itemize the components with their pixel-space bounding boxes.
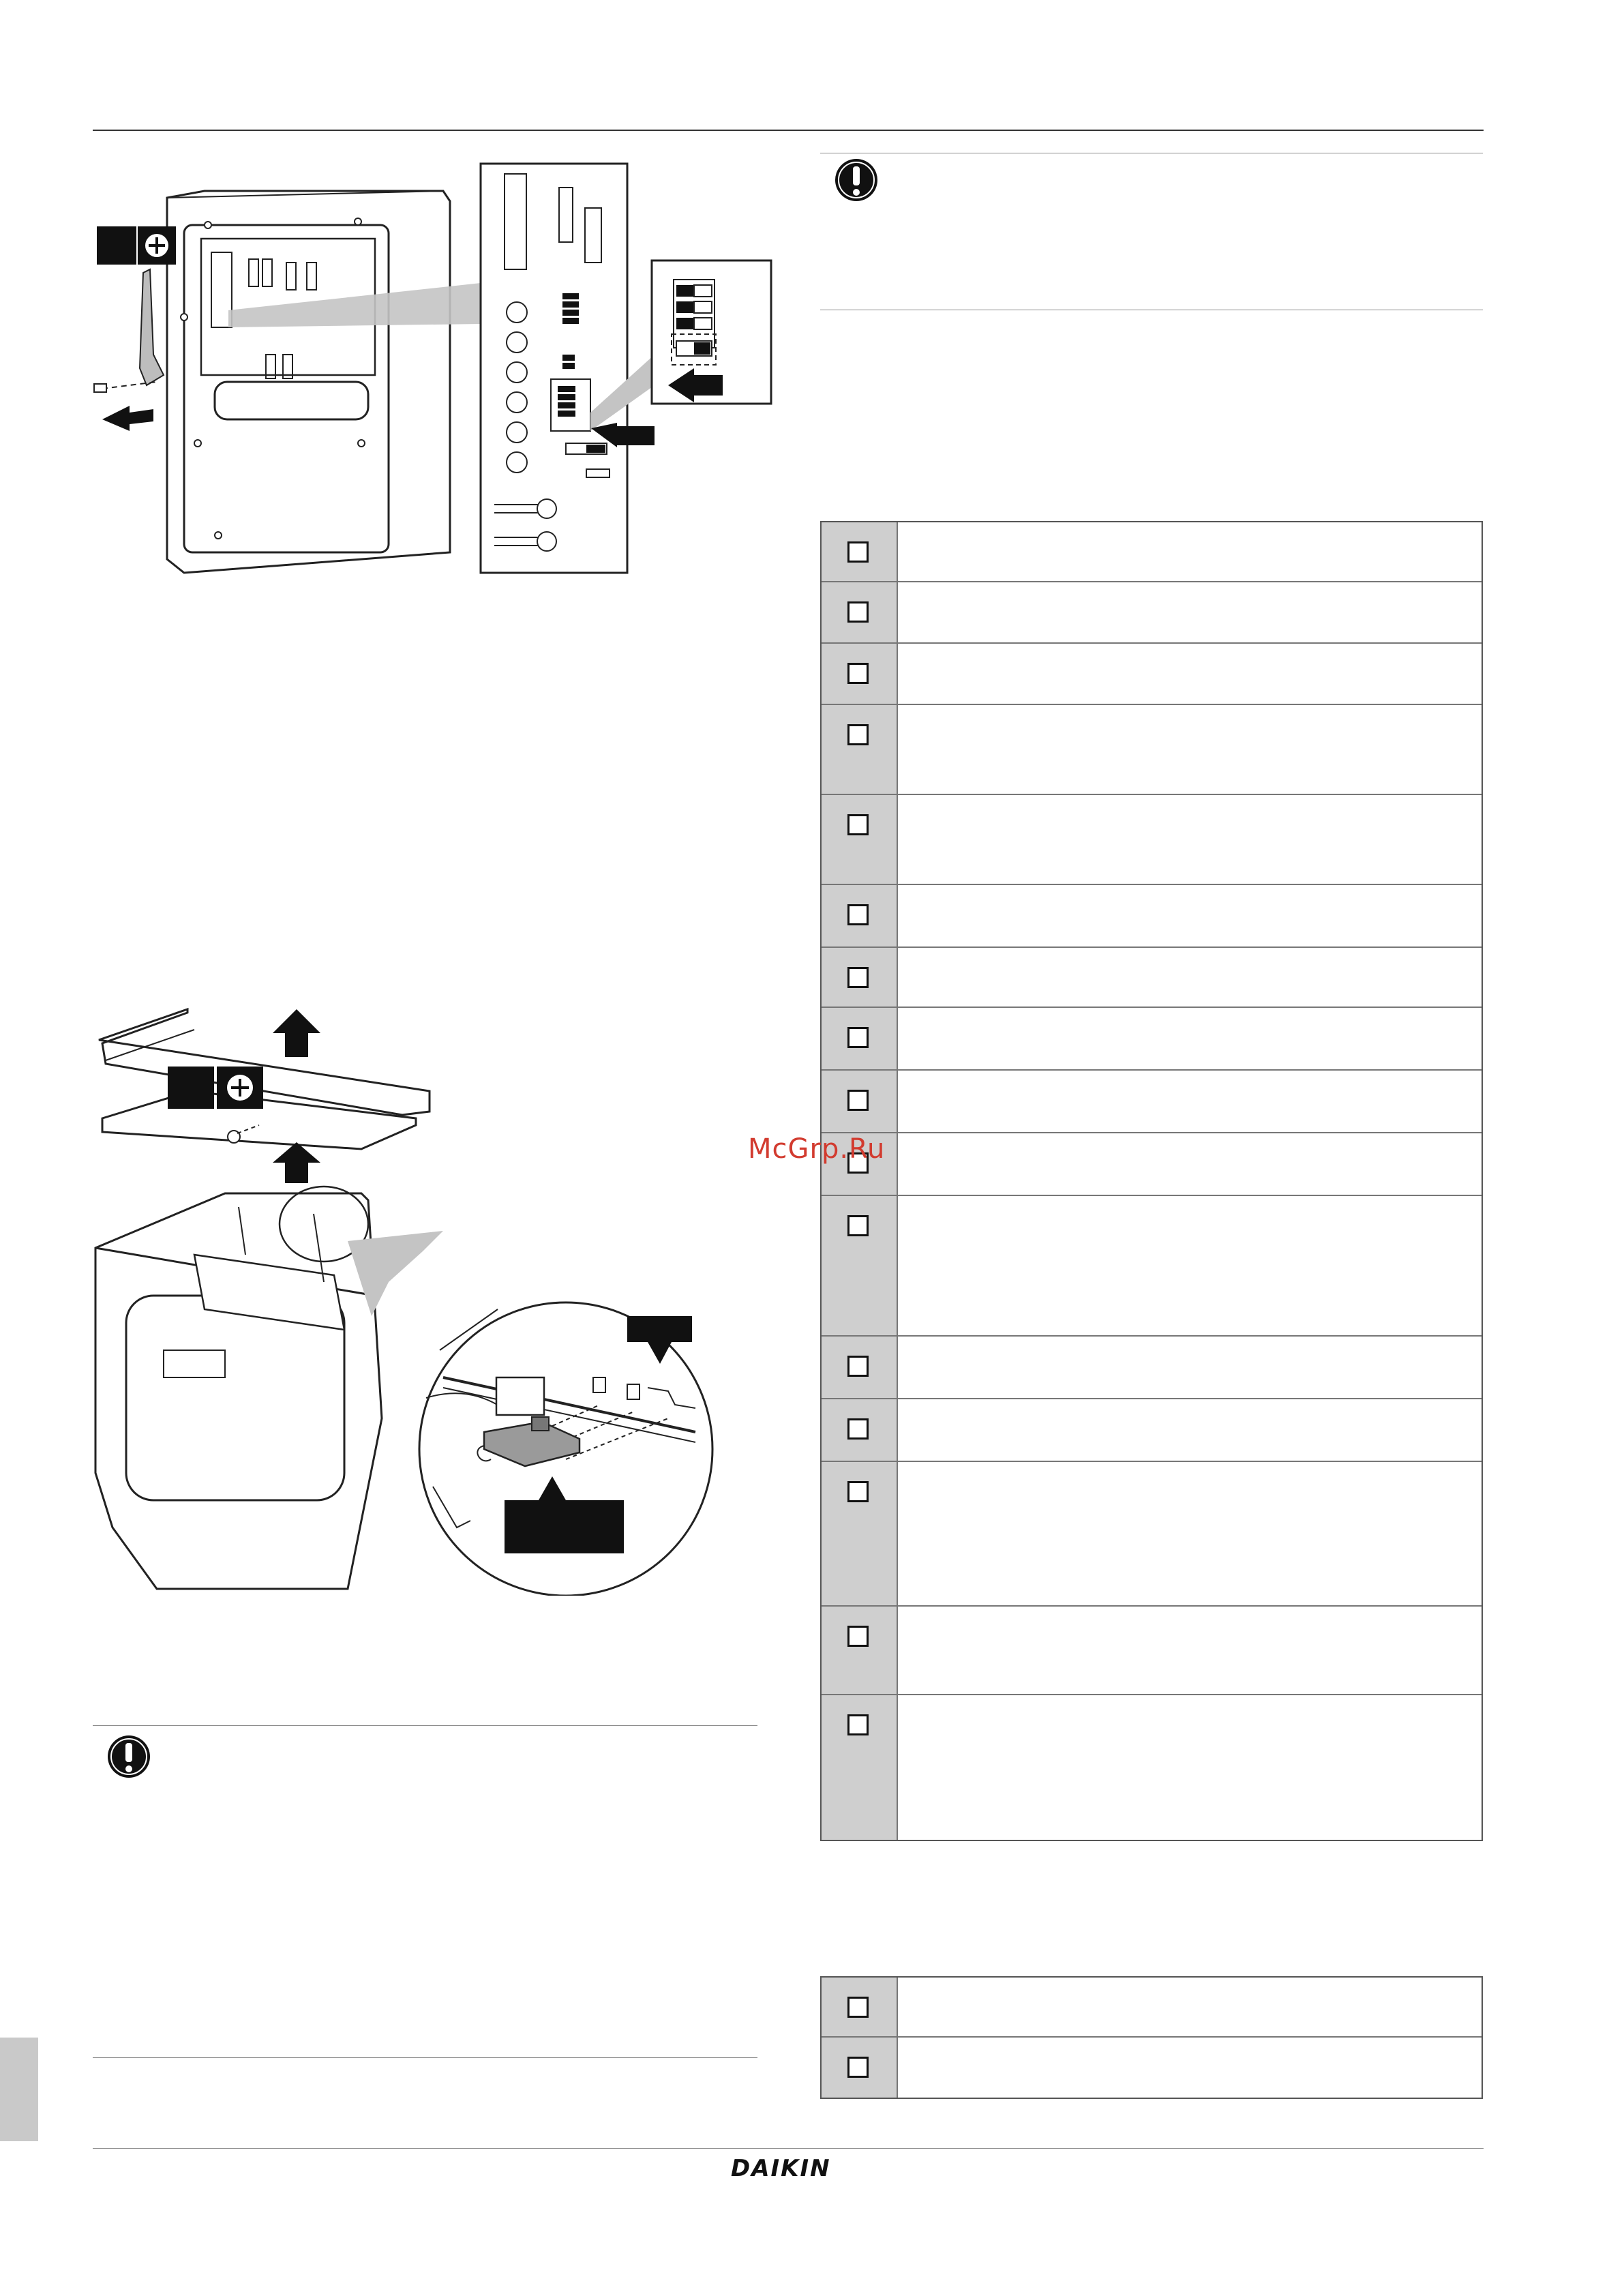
exclamation-circle-icon <box>833 157 879 203</box>
checkbox-cell <box>822 522 898 581</box>
checklist-item-text <box>898 1462 1482 1605</box>
checkbox-cell <box>822 2038 898 2098</box>
checklist-row <box>822 1133 1482 1196</box>
checkbox[interactable] <box>847 2057 869 2078</box>
checkbox-cell <box>822 948 898 1007</box>
notice-icon-right <box>833 157 879 203</box>
checklist-item-text <box>898 522 1482 581</box>
screwdriver-badge <box>97 226 176 265</box>
checklist-row <box>822 644 1482 705</box>
checkbox-cell <box>822 1337 898 1398</box>
checklist-item-text <box>898 1008 1482 1069</box>
checklist-item-text <box>898 1196 1482 1335</box>
checklist-row <box>822 1008 1482 1071</box>
checklist-item-text <box>898 1071 1482 1132</box>
checkbox-cell <box>822 1071 898 1132</box>
checkbox[interactable] <box>847 1090 869 1111</box>
checklist-row <box>822 885 1482 948</box>
checklist-row <box>822 1399 1482 1462</box>
checklist-row <box>822 705 1482 795</box>
checklist-row <box>822 1462 1482 1607</box>
checklist-row <box>822 1337 1482 1399</box>
checkbox[interactable] <box>847 814 869 835</box>
checkbox[interactable] <box>847 724 869 745</box>
checkbox-cell <box>822 1462 898 1605</box>
notice-rule-bottom-left <box>93 2057 757 2058</box>
checklist-table-secondary <box>820 1976 1483 2099</box>
checkbox-cell <box>822 1196 898 1335</box>
checklist-item-text <box>898 1978 1482 2036</box>
checkbox[interactable] <box>847 1997 869 2018</box>
checklist-row <box>822 1978 1482 2038</box>
checkbox-cell <box>822 644 898 704</box>
checklist-item-text <box>898 1607 1482 1694</box>
checklist-row <box>822 2038 1482 2098</box>
checklist-item-text <box>898 1337 1482 1398</box>
checklist-row <box>822 1196 1482 1337</box>
notice-rule-top-left <box>93 1725 757 1726</box>
checkbox[interactable] <box>847 1027 869 1048</box>
checkbox[interactable] <box>847 541 869 563</box>
side-tab <box>0 2038 38 2141</box>
header-rule <box>93 130 1484 131</box>
checkbox-cell <box>822 1008 898 1069</box>
checklist-table <box>820 521 1483 1841</box>
checklist-row <box>822 948 1482 1008</box>
checkbox[interactable] <box>847 1626 869 1647</box>
checkbox-cell <box>822 1695 898 1840</box>
exclamation-circle-icon <box>106 1733 152 1780</box>
watermark: McGrp.Ru <box>748 1133 886 1165</box>
checklist-item-text <box>898 1399 1482 1461</box>
brand-logo: DAIKIN <box>731 2155 831 2182</box>
checkbox[interactable] <box>847 1418 869 1440</box>
checklist-item-text <box>898 582 1482 642</box>
checkbox[interactable] <box>847 904 869 925</box>
checkbox[interactable] <box>847 967 869 988</box>
checklist-item-text <box>898 705 1482 794</box>
checklist-item-text <box>898 948 1482 1007</box>
checklist-row <box>822 582 1482 644</box>
checkbox-cell <box>822 1607 898 1694</box>
checkbox-cell <box>822 795 898 884</box>
checkbox-cell <box>822 1399 898 1461</box>
screwdriver-badge-top <box>168 1067 263 1109</box>
checklist-row <box>822 795 1482 885</box>
checklist-item-text <box>898 644 1482 704</box>
checkbox[interactable] <box>847 1356 869 1377</box>
checklist-row <box>822 1695 1482 1840</box>
checkbox[interactable] <box>847 1481 869 1502</box>
figure-dip-switch <box>89 150 777 586</box>
checklist-item-text <box>898 1133 1482 1195</box>
checklist-item-text <box>898 795 1482 884</box>
footer-rule <box>93 2148 1484 2149</box>
checkbox[interactable] <box>847 1215 869 1236</box>
checklist-item-text <box>898 885 1482 946</box>
checkbox[interactable] <box>847 663 869 684</box>
checkbox-cell <box>822 705 898 794</box>
checkbox-cell <box>822 582 898 642</box>
notice-icon-left <box>106 1733 152 1780</box>
checkbox-cell <box>822 1978 898 2036</box>
checkbox[interactable] <box>847 1714 869 1735</box>
checklist-item-text <box>898 2038 1482 2098</box>
checklist-row <box>822 522 1482 582</box>
checkbox[interactable] <box>847 601 869 623</box>
checklist-row <box>822 1607 1482 1695</box>
checklist-item-text <box>898 1695 1482 1840</box>
checklist-row <box>822 1071 1482 1133</box>
checkbox-cell <box>822 885 898 946</box>
